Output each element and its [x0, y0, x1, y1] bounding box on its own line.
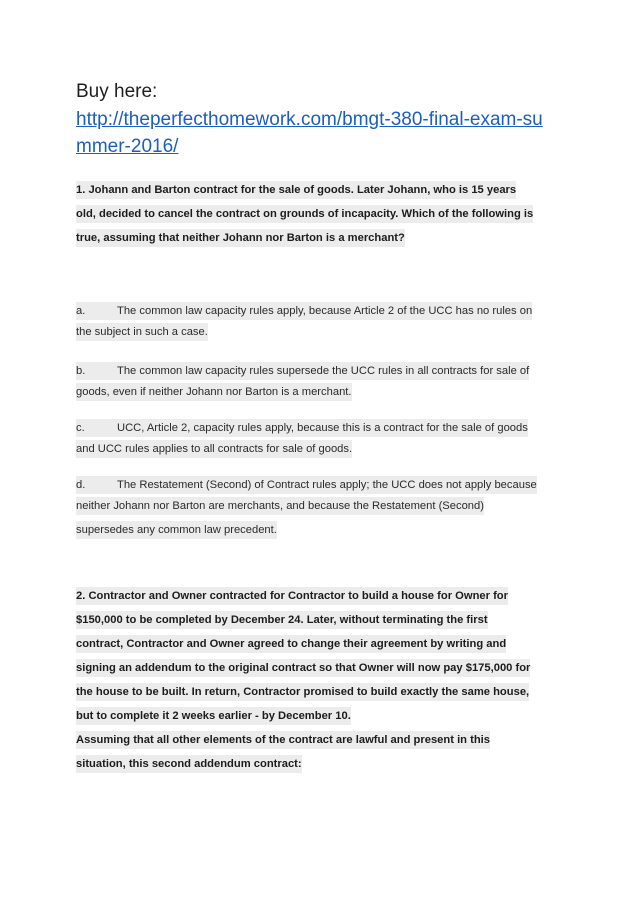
- option-text: The common law capacity rules supersede the UCC rules in all contracts for sale of: [117, 365, 530, 377]
- question-2-line: contract, Contractor and Owner agreed to change their agreement by writing and: [76, 635, 506, 653]
- question-1-line: old, decided to cancel the contract on grounds of incapacity. Which of the following is: [76, 205, 533, 223]
- option-letter: d.: [76, 479, 86, 491]
- option-text: goods, even if neither Johann nor Barton is a merchant.: [76, 383, 352, 401]
- option-a: [76, 296, 576, 344]
- option-text: supersedes any common law precedent.: [76, 521, 277, 539]
- question-1-line: true, assuming that neither Johann nor Barton is a merchant?: [76, 229, 405, 247]
- question-2-line: the house to be built. In return, Contractor promised to build exactly the same house,: [76, 683, 529, 701]
- option-text: the subject in such a case.: [76, 323, 208, 341]
- option-b: [76, 356, 576, 404]
- option-text: The Restatement (Second) of Contract rules apply; the UCC does not apply because: [117, 479, 537, 491]
- question-2-followup: [76, 728, 576, 776]
- purchase-link-line-2[interactable]: mmer-2016/: [76, 136, 179, 157]
- option-text: and UCC rules applies to all contracts for sale of goods.: [76, 440, 352, 458]
- question-1: [76, 178, 576, 250]
- buy-here-label: Buy here:: [76, 81, 158, 102]
- option-text: neither Johann nor Barton are merchants, and because the Restatement (Second): [76, 497, 484, 515]
- question-2-line: but to complete it 2 weeks earlier - by December 10.: [76, 707, 351, 725]
- option-c: [76, 413, 576, 461]
- question-2: [76, 584, 576, 728]
- purchase-link[interactable]: [76, 106, 576, 160]
- option-letter: b.: [76, 365, 86, 377]
- question-1-line: 1. Johann and Barton contract for the sale of goods. Later Johann, who is 15 years: [76, 181, 516, 199]
- question-2-line: 2. Contractor and Owner contracted for Contractor to build a house for Owner for: [76, 587, 508, 605]
- followup-line: situation, this second addendum contract:: [76, 755, 302, 773]
- option-d: [76, 470, 576, 542]
- question-2-line: $150,000 to be completed by December 24. Later, without terminating the first: [76, 611, 488, 629]
- option-letter: c.: [76, 422, 85, 434]
- option-text: UCC, Article 2, capacity rules apply, because this is a contract for the sale of goods: [117, 422, 528, 434]
- option-letter: a.: [76, 305, 86, 317]
- followup-line: Assuming that all other elements of the contract are lawful and present in this: [76, 731, 490, 749]
- purchase-link-line-1[interactable]: http://theperfecthomework.com/bmgt-380-final-exam-su: [76, 109, 543, 130]
- question-2-line: signing an addendum to the original contract so that Owner will now pay $175,000 for: [76, 659, 530, 677]
- option-text: The common law capacity rules apply, because Article 2 of the UCC has no rules on: [117, 305, 533, 317]
